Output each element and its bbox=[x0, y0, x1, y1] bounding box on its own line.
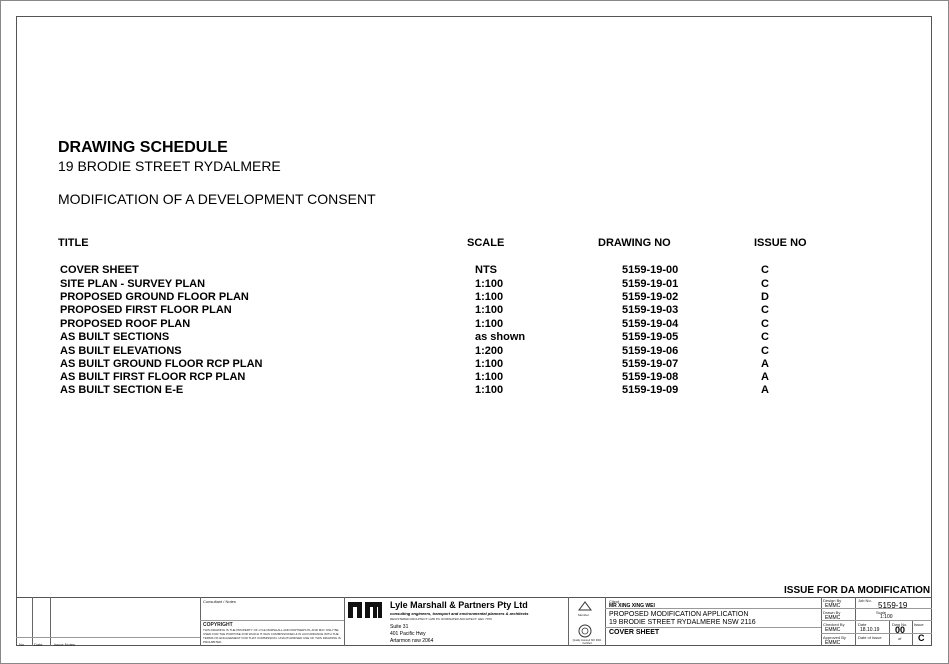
table-row bbox=[0, 345, 949, 358]
of-label: of bbox=[898, 636, 902, 641]
row-title: PROPOSED GROUND FLOOR PLAN bbox=[60, 291, 249, 303]
table-row bbox=[0, 384, 949, 397]
divider bbox=[821, 597, 822, 646]
row-scale: 1:200 bbox=[475, 345, 504, 357]
row-scale: 1:100 bbox=[475, 291, 504, 303]
sheet-no: 00 bbox=[895, 625, 906, 635]
row-title: AS BUILT FIRST FLOOR RCP PLAN bbox=[60, 371, 246, 383]
row-issue: A bbox=[761, 371, 769, 383]
row-scale: 1:100 bbox=[475, 384, 504, 396]
column-header-issue-no: ISSUE NO bbox=[754, 237, 807, 249]
row-issue: C bbox=[761, 345, 769, 357]
table-row bbox=[0, 318, 949, 331]
table-row bbox=[0, 264, 949, 277]
row-drawing-no: 5159-19-08 bbox=[622, 371, 679, 383]
firm-logo bbox=[347, 600, 383, 620]
rev-col-date: Date bbox=[34, 642, 43, 647]
row-issue: A bbox=[761, 358, 769, 370]
divider bbox=[821, 633, 932, 634]
row-scale: 1:100 bbox=[475, 358, 504, 370]
row-drawing-no: 5159-19-01 bbox=[622, 278, 679, 290]
divider bbox=[605, 597, 606, 646]
row-drawing-no: 5159-19-02 bbox=[622, 291, 679, 303]
sheet-name: COVER SHEET bbox=[609, 629, 660, 636]
issue-value: C bbox=[918, 633, 925, 643]
date: 18.10.19 bbox=[860, 627, 880, 633]
column-header-title: TITLE bbox=[58, 237, 89, 249]
row-scale: as shown bbox=[475, 331, 526, 343]
date-label: Date bbox=[858, 622, 867, 627]
divider bbox=[568, 597, 569, 646]
schedule-title: DRAWING SCHEDULE bbox=[58, 139, 228, 156]
row-title: PROPOSED FIRST FLOOR PLAN bbox=[60, 304, 232, 316]
table-row bbox=[0, 291, 949, 304]
row-drawing-no: 5159-19-00 bbox=[622, 264, 679, 276]
firm-registration: REGISTERED ARCHITECT: LMR P/L NOMINATED ARCHITECT: HEC 7070 bbox=[390, 617, 492, 621]
member-badge-icon bbox=[577, 600, 593, 612]
column-header-drawing-no: DRAWING NO bbox=[598, 237, 671, 249]
row-title: SITE PLAN - SURVEY PLAN bbox=[60, 278, 206, 290]
row-issue: C bbox=[761, 331, 769, 343]
row-issue: D bbox=[761, 291, 769, 303]
row-title: COVER SHEET bbox=[60, 264, 139, 276]
sheet-no-label: Dwg No. bbox=[892, 622, 908, 627]
project-line2: 19 BRODIE STREET RYDALMERE NSW 2116 bbox=[609, 619, 756, 626]
divider bbox=[16, 637, 200, 638]
job-no-label: Job No. bbox=[858, 598, 872, 603]
row-drawing-no: 5159-19-09 bbox=[622, 384, 679, 396]
firm-name: Lyle Marshall & Partners Pty Ltd bbox=[390, 600, 528, 610]
table-row bbox=[0, 304, 949, 317]
row-scale: 1:100 bbox=[475, 278, 504, 290]
drawn-by-label: Drawn By bbox=[823, 610, 841, 615]
table-row bbox=[0, 358, 949, 371]
row-scale: 1:100 bbox=[475, 318, 504, 330]
row-issue: C bbox=[761, 278, 769, 290]
iso-label: Quality Assured ISO 9001 Certified bbox=[572, 639, 602, 645]
firm-address-line1: Suite 31 bbox=[390, 624, 409, 630]
divider bbox=[200, 597, 201, 646]
design-by-label: Design By bbox=[823, 598, 842, 603]
row-issue: C bbox=[761, 264, 769, 276]
issue-status: ISSUE FOR DA MODIFICATION bbox=[784, 585, 931, 596]
divider bbox=[32, 597, 33, 646]
scale-label: Scale bbox=[876, 610, 887, 615]
rev-col-notes: Issue Notes bbox=[54, 642, 76, 647]
row-title: AS BUILT ELEVATIONS bbox=[60, 345, 182, 357]
row-scale: NTS bbox=[475, 264, 497, 276]
schedule-address: 19 BRODIE STREET RYDALMERE bbox=[58, 158, 281, 174]
table-row bbox=[0, 331, 949, 344]
iso-certification-icon bbox=[578, 624, 592, 638]
row-drawing-no: 5159-19-06 bbox=[622, 345, 679, 357]
column-header-scale: SCALE bbox=[467, 237, 505, 249]
row-issue: C bbox=[761, 304, 769, 316]
row-scale: 1:100 bbox=[475, 371, 504, 383]
client-name: MR XING XING WEI bbox=[609, 603, 655, 609]
checked-by-label: Checked By bbox=[823, 622, 845, 627]
firm-address-line3: Artarmon nsw 2064 bbox=[390, 638, 434, 644]
client-label: Client bbox=[609, 599, 620, 604]
row-scale: 1:100 bbox=[475, 304, 504, 316]
divider bbox=[605, 627, 821, 628]
table-row bbox=[0, 371, 949, 384]
job-no: 5159-19 bbox=[878, 601, 908, 610]
firm-tagline: consulting engineers, transport and environmental planners & architects bbox=[390, 611, 529, 616]
design-by: EMMC bbox=[825, 603, 841, 609]
row-issue: A bbox=[761, 384, 769, 396]
row-title: AS BUILT SECTION E-E bbox=[60, 384, 184, 396]
divider bbox=[855, 597, 856, 646]
approved-by: EMMC bbox=[825, 640, 841, 646]
date-of-issue-label: Date of Issue bbox=[858, 635, 882, 640]
row-drawing-no: 5159-19-04 bbox=[622, 318, 679, 330]
row-drawing-no: 5159-19-07 bbox=[622, 358, 679, 370]
member-label: Member bbox=[578, 613, 590, 617]
scale-value: 1:100 bbox=[880, 614, 893, 620]
issue-label: Issue bbox=[914, 622, 924, 627]
schedule-subtitle: MODIFICATION OF A DEVELOPMENT CONSENT bbox=[58, 191, 376, 207]
divider bbox=[200, 620, 344, 621]
checked-by: EMMC bbox=[825, 627, 841, 633]
row-drawing-no: 5159-19-05 bbox=[622, 331, 679, 343]
table-row bbox=[0, 278, 949, 291]
row-issue: C bbox=[761, 318, 769, 330]
row-title: PROPOSED ROOF PLAN bbox=[60, 318, 191, 330]
copyright-heading: COPYRIGHT bbox=[203, 622, 233, 628]
row-title: AS BUILT GROUND FLOOR RCP PLAN bbox=[60, 358, 263, 370]
approved-by-label: Approved By bbox=[823, 635, 846, 640]
drawn-by: EMMC bbox=[825, 615, 841, 621]
rev-col-no: No bbox=[19, 642, 25, 647]
row-title: AS BUILT SECTIONS bbox=[60, 331, 170, 343]
divider bbox=[344, 597, 345, 646]
divider bbox=[50, 597, 51, 646]
project-line1: PROPOSED MODIFICATION APPLICATION bbox=[609, 611, 749, 618]
consultant-label: Consultant / Notes bbox=[203, 599, 236, 604]
firm-address-line2: 401 Pacific Hwy bbox=[390, 631, 426, 637]
copyright-text: THIS DRAWING IS THE PROPERTY OF LYLE MARSHALL AND PARTNERS PL AND MAY ONLY BE USED FOR THE PURPOSE FOR WHICH IT WAS COMMISSIONED & IN ACCORDANCE WITH THE TERMS OF ENGAGEMENT FOR THAT COMMISSION. UNAUTHORISED USE OF THIS DRAWING IS PROHIBITED. bbox=[203, 628, 341, 644]
row-drawing-no: 5159-19-03 bbox=[622, 304, 679, 316]
